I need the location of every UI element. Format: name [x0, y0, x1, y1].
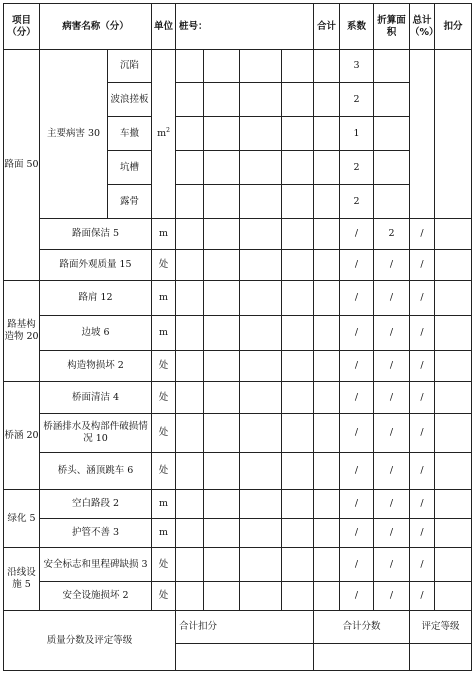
table-row: 边坡 6 m / / /: [4, 316, 472, 351]
unit-cell: 处: [152, 351, 176, 382]
table-row: 安全设施损坏 2 处 / / /: [4, 582, 472, 611]
category-subgrade: 路基构造物 20: [4, 281, 40, 382]
row-label: 桥涵排水及构部件破损情况 10: [40, 414, 152, 453]
unit-cell: m: [152, 490, 176, 519]
unit-cell: 处: [152, 382, 176, 414]
row-label: 边坡 6: [40, 316, 152, 351]
table-row: 护管不善 3 m / / /: [4, 519, 472, 548]
header-total: 合计: [314, 4, 340, 50]
sub-disease: 坑槽: [108, 151, 152, 185]
header-area: 折算面积: [374, 4, 410, 50]
row-label: 桥面清洁 4: [40, 382, 152, 414]
footer-label: 质量分数及评定等级: [4, 611, 176, 671]
coef-cell: 2: [340, 185, 374, 219]
road-inspection-table: [3, 3, 472, 671]
row-label: 护管不善 3: [40, 519, 152, 548]
header-row: [4, 4, 472, 50]
unit-cell: m: [152, 519, 176, 548]
footer-grade: 评定等级: [410, 611, 472, 644]
unit-cell: 处: [152, 453, 176, 490]
footer-row: [4, 611, 472, 644]
coef-cell: 1: [340, 117, 374, 151]
header-unit: 单位: [152, 4, 176, 50]
coef-cell: /: [340, 219, 374, 250]
table-row: [4, 50, 472, 83]
unit-cell: m: [152, 281, 176, 316]
table-row: 桥涵 20 桥面清洁 4 处 / / /: [4, 382, 472, 414]
footer-total-deduct: 合计扣分: [176, 611, 314, 644]
row-label: 路面保洁 5: [40, 219, 152, 250]
row-label: 桥头、涵顶跳车 6: [40, 453, 152, 490]
unit-cell: 处: [152, 582, 176, 611]
table-row: 路基构造物 20 路肩 12 m / / /: [4, 281, 472, 316]
header-deduct: 扣分: [435, 4, 472, 50]
footer-grade-value: [410, 644, 472, 671]
group-main-disease: 主要病害 30: [40, 50, 108, 219]
header-item: 项目（分）: [4, 4, 40, 50]
category-bridge: 桥涵 20: [4, 382, 40, 490]
category-greening: 绿化 5: [4, 490, 40, 548]
unit-cell: m: [152, 219, 176, 250]
row-label: 空白路段 2: [40, 490, 152, 519]
header-stake: 桩号：: [176, 4, 314, 50]
pct-cell: /: [410, 219, 435, 250]
row-label: 路面外观质量 15: [40, 250, 152, 281]
footer-deduct-value: [176, 644, 314, 671]
coef-cell: 3: [340, 50, 374, 83]
table-row: 沿线设施 5 安全标志和里程碑缺损 3 处 / / /: [4, 548, 472, 582]
unit-cell: 处: [152, 548, 176, 582]
sub-disease: 露骨: [108, 185, 152, 219]
table-row: 路面外观质量 15 处 / / /: [4, 250, 472, 281]
row-label: 安全设施损坏 2: [40, 582, 152, 611]
table-row: 桥涵排水及构部件破损情况 10 处 / / /: [4, 414, 472, 453]
unit-m2: $m^2$: [152, 50, 176, 219]
table-row: 桥头、涵顶跳车 6 处 / / /: [4, 453, 472, 490]
row-label: 构造物损坏 2: [40, 351, 152, 382]
sub-disease: 波浪搓板: [108, 83, 152, 117]
header-pct: 总计（%）: [410, 4, 435, 50]
footer-score-value: [314, 644, 410, 671]
area-cell: 2: [374, 219, 410, 250]
coef-cell: 2: [340, 83, 374, 117]
sub-disease: 车撤: [108, 117, 152, 151]
category-road: 路面 50: [4, 50, 40, 281]
unit-cell: 处: [152, 414, 176, 453]
header-disease: 病害名称（分）: [40, 4, 152, 50]
table-row: 构造物损坏 2 处 / / /: [4, 351, 472, 382]
category-facilities: 沿线设施 5: [4, 548, 40, 611]
coef-cell: 2: [340, 151, 374, 185]
header-coef: 系数: [340, 4, 374, 50]
unit-cell: 处: [152, 250, 176, 281]
table-row: 绿化 5 空白路段 2 m / / /: [4, 490, 472, 519]
row-label: 安全标志和里程碑缺损 3: [40, 548, 152, 582]
footer-total-score: 合计分数: [314, 611, 410, 644]
table-row: [4, 219, 472, 250]
unit-cell: m: [152, 316, 176, 351]
row-label: 路肩 12: [40, 281, 152, 316]
sub-disease: 沉陷: [108, 50, 152, 83]
